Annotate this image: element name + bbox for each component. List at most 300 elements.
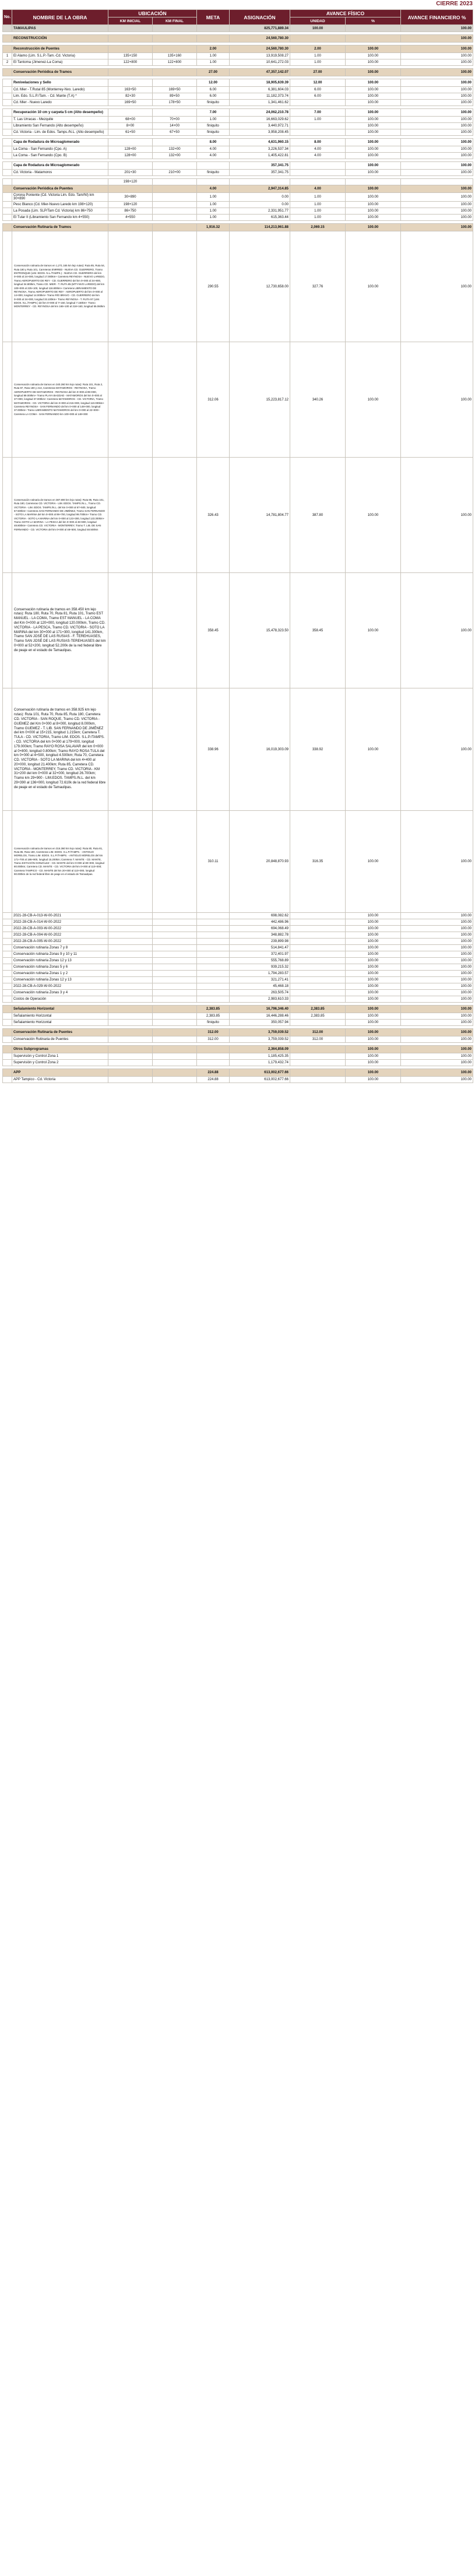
obra-name: Libramiento San Fernando (Alto desempeño) <box>12 123 108 129</box>
pct-value: 100.00 <box>346 87 401 93</box>
financiero-value: 100.00 <box>401 1069 473 1077</box>
pct-value: 100.00 <box>346 162 401 170</box>
pct-value: 100.00 <box>346 977 401 983</box>
meta-value: 7.00 <box>197 109 230 117</box>
table-row <box>3 958 473 964</box>
asignacion-value: 0.00 <box>230 202 290 208</box>
obra-name: La Coma - San Fernando (Cpo. B) <box>12 153 108 159</box>
financiero-value: 100.00 <box>401 964 473 971</box>
table-row <box>3 939 473 945</box>
asignacion-value: 6,381,604.03 <box>230 87 290 93</box>
km-final: 14+00 <box>153 123 197 129</box>
unidad-value: 2.00 <box>290 45 346 53</box>
unidad-value <box>290 162 346 170</box>
pct-value: 100.00 <box>346 964 401 971</box>
unidad-value: 27.00 <box>290 69 346 76</box>
pct-value: 100.00 <box>346 996 401 1003</box>
header-nombre: NOMBRE DE LA OBRA <box>12 10 108 25</box>
km-final: 178+50 <box>153 100 197 106</box>
row-number <box>3 45 12 53</box>
asignacion-value: 16,019,303.09 <box>230 688 290 811</box>
pct-value: 100.00 <box>346 231 401 342</box>
asignacion-value: 613,002,677.66 <box>230 1077 290 1083</box>
table-row <box>3 945 473 951</box>
unidad-value: 7.00 <box>290 109 346 117</box>
obra-name: Capa de Rodadura de Microaglomerado <box>12 162 108 170</box>
row-number <box>3 93 12 100</box>
financiero-value: 100.00 <box>401 458 473 573</box>
km-inicial: 198+120 <box>108 202 153 208</box>
table-row <box>3 87 473 93</box>
row-number <box>3 231 12 342</box>
table-row <box>3 215 473 221</box>
meta-value: 326.43 <box>197 458 230 573</box>
km-inicial <box>108 983 153 990</box>
obra-name: Conservación rutinaria Zonas 1 y 2 <box>12 971 108 977</box>
row-number <box>3 1069 12 1077</box>
table-row <box>3 971 473 977</box>
asignacion-value: 442,486.96 <box>230 919 290 926</box>
km-inicial <box>108 185 153 193</box>
pct-value: 100.00 <box>346 919 401 926</box>
asignacion-value: 825,771,889.34 <box>230 25 290 32</box>
financiero-value: 100.00 <box>401 342 473 458</box>
km-inicial <box>108 951 153 958</box>
km-final <box>153 983 197 990</box>
unidad-value <box>290 1020 346 1026</box>
table-row <box>3 202 473 208</box>
row-number <box>3 1006 12 1013</box>
obra-name: Señalamiento Horizontal <box>12 1013 108 1020</box>
unidad-value <box>290 170 346 176</box>
pct-value: 100.00 <box>346 139 401 146</box>
row-number <box>3 458 12 573</box>
obra-name: TAMAULIPAS <box>12 25 108 32</box>
asignacion-value: 239,899.98 <box>230 939 290 945</box>
row-number <box>3 193 12 202</box>
pct-value: 100.00 <box>346 951 401 958</box>
km-inicial <box>108 932 153 939</box>
obra-name: Conservación Rutinaria de Tramos <box>12 224 108 231</box>
unidad-value <box>290 919 346 926</box>
meta-value: 224.88 <box>197 1069 230 1077</box>
meta-value: 224.88 <box>197 1077 230 1083</box>
km-inicial <box>108 79 153 87</box>
km-final <box>153 919 197 926</box>
asignacion-value: 10,641,272.03 <box>230 59 290 66</box>
km-final <box>153 458 197 573</box>
km-inicial: 128+00 <box>108 146 153 153</box>
asignacion-value: 939,215.32 <box>230 964 290 971</box>
row-number <box>3 573 12 688</box>
table-row <box>3 1006 473 1013</box>
financiero-value: 100.00 <box>401 109 473 117</box>
km-inicial: 8+00 <box>108 123 153 129</box>
asignacion-value: 1,185,425.35 <box>230 1053 290 1060</box>
km-inicial <box>108 69 153 76</box>
meta-value: 8.00 <box>197 139 230 146</box>
obra-name: 2021-28-CB-A-013-W-00-2021 <box>12 913 108 919</box>
km-inicial <box>108 458 153 573</box>
unidad-value: 4.00 <box>290 153 346 159</box>
km-final <box>153 811 197 913</box>
table-row <box>3 45 473 53</box>
meta-value <box>197 971 230 977</box>
financiero-value: 100.00 <box>401 93 473 100</box>
km-final <box>153 69 197 76</box>
meta-value <box>197 945 230 951</box>
obra-name: Conservación rutinaria Zonas 3 y 4 <box>12 990 108 996</box>
km-final: 67+50 <box>153 129 197 136</box>
pct-value: 100.00 <box>346 458 401 573</box>
row-number <box>3 162 12 170</box>
table-row <box>3 811 473 913</box>
asignacion-value: 514,841.47 <box>230 945 290 951</box>
table-row <box>3 208 473 215</box>
obra-name: Cd. Victoria - Lim. de Edos. Tamps./N.L. (Alto desempeño) <box>12 129 108 136</box>
meta-value <box>197 951 230 958</box>
km-final <box>153 231 197 342</box>
unidad-value <box>290 179 346 185</box>
row-number <box>3 202 12 208</box>
km-inicial <box>108 224 153 231</box>
meta-value: 27.00 <box>197 69 230 76</box>
km-inicial <box>108 109 153 117</box>
obra-name: Señalamiento Horizontal <box>12 1020 108 1026</box>
obra-name: Otros Subprogramas <box>12 1046 108 1053</box>
asignacion-value: 11,182,373.74 <box>230 93 290 100</box>
table-row <box>3 951 473 958</box>
km-final <box>153 1020 197 1026</box>
unidad-value: 4.00 <box>290 185 346 193</box>
unidad-value: 1.00 <box>290 208 346 215</box>
pct-value: 100.00 <box>346 1069 401 1077</box>
unidad-value <box>290 1046 346 1053</box>
km-inicial <box>108 25 153 32</box>
table-row <box>3 983 473 990</box>
asignacion-value: 16,663,029.62 <box>230 117 290 123</box>
financiero-value: 100.00 <box>401 932 473 939</box>
financiero-value: 100.00 <box>401 1036 473 1043</box>
km-final <box>153 1006 197 1013</box>
meta-value <box>197 919 230 926</box>
km-final <box>153 996 197 1003</box>
row-number: 2 <box>3 59 12 66</box>
row-number: 1 <box>3 53 12 59</box>
km-final <box>153 1053 197 1060</box>
pct-value <box>346 35 401 43</box>
meta-value: 4.00 <box>197 185 230 193</box>
obra-name: Conservación rutinaria Zonas 12 y 13 <box>12 958 108 964</box>
financiero-value: 100.00 <box>401 193 473 202</box>
financiero-value: 100.00 <box>401 958 473 964</box>
obra-name: Reconstrucción de Puentes <box>12 45 108 53</box>
pct-value: 100.00 <box>346 1060 401 1066</box>
obra-name: Conservación Periódica de Tramos <box>12 69 108 76</box>
header-unidad: UNIDAD <box>290 17 346 25</box>
financiero-value: 100.00 <box>401 153 473 159</box>
unidad-value: 338.92 <box>290 688 346 811</box>
unidad-value <box>290 926 346 932</box>
pct-value: 100.00 <box>346 208 401 215</box>
obra-name: Conservación rutinaria Zonas 7 y 8 <box>12 945 108 951</box>
meta-value: 2.00 <box>197 45 230 53</box>
km-inicial <box>108 958 153 964</box>
meta-value: 1.00 <box>197 202 230 208</box>
row-number <box>3 117 12 123</box>
unidad-value <box>290 958 346 964</box>
unidad-value <box>290 945 346 951</box>
pct-value: 100.00 <box>346 146 401 153</box>
km-inicial <box>108 945 153 951</box>
km-inicial <box>108 1060 153 1066</box>
meta-value <box>197 913 230 919</box>
km-inicial <box>108 1013 153 1020</box>
pct-value: 100.00 <box>346 1036 401 1043</box>
km-final <box>153 913 197 919</box>
row-number <box>3 100 12 106</box>
row-number <box>3 185 12 193</box>
meta-value: 312.06 <box>197 342 230 458</box>
obra-name <box>12 179 108 185</box>
financiero-value: 100.00 <box>401 231 473 342</box>
km-final <box>153 1060 197 1066</box>
table-row <box>3 458 473 573</box>
row-number <box>3 977 12 983</box>
asignacion-value: 16,796,346.40 <box>230 1006 290 1013</box>
unidad-value: 1.00 <box>290 193 346 202</box>
km-final: 70+00 <box>153 117 197 123</box>
obra-name: Conservación rutinaria Zonas 5 y 6 <box>12 964 108 971</box>
table-row <box>3 1060 473 1066</box>
row-number <box>3 224 12 231</box>
km-inicial <box>108 1036 153 1043</box>
meta-value: finiquito <box>197 170 230 176</box>
table-row <box>3 964 473 971</box>
asignacion-value: 698,082.62 <box>230 913 290 919</box>
asignacion-value: 1,341,461.62 <box>230 100 290 106</box>
asignacion-value: 16,446,288.46 <box>230 1013 290 1020</box>
row-number <box>3 208 12 215</box>
km-inicial <box>108 1006 153 1013</box>
table-row <box>3 139 473 146</box>
pct-value <box>346 179 401 185</box>
table-row <box>3 996 473 1003</box>
row-number <box>3 69 12 76</box>
meta-value <box>197 1053 230 1060</box>
km-final <box>153 977 197 983</box>
row-number <box>3 688 12 811</box>
km-inicial: 86+750 <box>108 208 153 215</box>
table-row <box>3 913 473 919</box>
table-row <box>3 100 473 106</box>
km-inicial: 4+550 <box>108 215 153 221</box>
table-row <box>3 1029 473 1036</box>
financiero-value: 100.00 <box>401 146 473 153</box>
table-row <box>3 193 473 202</box>
table-row <box>3 932 473 939</box>
km-inicial <box>108 1046 153 1053</box>
financiero-value: 100.00 <box>401 573 473 688</box>
financiero-value: 100.00 <box>401 45 473 53</box>
table-row <box>3 162 473 170</box>
table-row <box>3 573 473 688</box>
km-final <box>153 1046 197 1053</box>
unidad-value: 312.00 <box>290 1029 346 1036</box>
km-inicial <box>108 35 153 43</box>
row-number <box>3 342 12 458</box>
obras-table <box>2 9 473 1083</box>
asignacion-value: 114,213,961.88 <box>230 224 290 231</box>
km-final: 169+50 <box>153 87 197 93</box>
km-final <box>153 971 197 977</box>
obra-name: RECONSTRUCCIÓN <box>12 35 108 43</box>
asignacion-value: 1,179,432.74 <box>230 1060 290 1066</box>
meta-value <box>197 996 230 1003</box>
header-avance-financiero: AVANCE FINANCIERO % <box>401 10 473 25</box>
km-inicial <box>108 1069 153 1077</box>
table-row <box>3 35 473 43</box>
km-final <box>153 162 197 170</box>
obra-name: APP <box>12 1069 108 1077</box>
obra-name: Conservación Rutinaria de Puentes <box>12 1029 108 1036</box>
unidad-value: 358.45 <box>290 573 346 688</box>
row-number <box>3 123 12 129</box>
obra-name: Lim. Edo. S.L.P./Tam. - Cd. Mante (T.A) * <box>12 93 108 100</box>
financiero-value: 100.00 <box>401 87 473 93</box>
obra-name: Conservación rutinaria de tramos en 358.450 km lejo rutas): Ruta 180, Ruta 70, Ruta 81, Ruta 101, Tramo EST MANUEL - LA COMA, Tramo EST MANUEL - LA COMA del Km 0+000 al 120+000, longitud 120.000km, Tramo CD. VICTORIA - LA PESCA, Tramo CD. VICTORIA - SOTO LA MARINA del km 30+000 al 171+300, longitud 141.300km, Tramo SAN JOSÉ DE LAS RUSIAS - F. TEREHUASES, Tramo SAN JOSÉ DE LAS RUSIAS-TEREHUASES del km 0+000 al 52+200, longitud 52.200k de la red federal libre de peaje en el estado de Tamaulipas. <box>12 573 108 688</box>
row-number <box>3 87 12 93</box>
meta-value: 310.11 <box>197 811 230 913</box>
pct-value: 100.00 <box>346 117 401 123</box>
meta-value: 1.00 <box>197 59 230 66</box>
row-number <box>3 939 12 945</box>
asignacion-value: 24,062,210.78 <box>230 109 290 117</box>
km-inicial: 128+00 <box>108 153 153 159</box>
km-final <box>153 45 197 53</box>
financiero-value: 100.00 <box>401 971 473 977</box>
row-number <box>3 958 12 964</box>
km-final <box>153 185 197 193</box>
row-number <box>3 1060 12 1066</box>
obra-name: Conservación rutinaria de tramos en 387.800 km lejo rutas): Ruta 85, Ruta 101, Ruta 180, Carreteras CD. VICTORIA - LIM. EDOS. TAMPS./N.L., Tramo CD. VICTORIA - LIM. EDOS. TAMPS./N.L. del km 0+000 al 67+500, longitud 67.500km+ Carretera SAN FERNANDO DE JIMÉNEZ, Tramo SAN FERNANDO - SOTO LA MARINA del km 0+000 al 99+700, longitud 99.700km+ Tramo CD. VICTORIA - SOTO LA MARINA del km 0+000 al 123+300, longitud 123.300km+ Tramo SOTO LA MARINA - LA PESCA del km 0+000 al 48+800, longitud 48.800km+ Carretera CD. VICTORIA - MONTERREY, Tramo T. LIB. DE SAN FERNANDO - CD. VICTORIA del km 0+000 al 48+500, longitud 48.500km <box>12 458 108 573</box>
pct-value: 100.00 <box>346 971 401 977</box>
row-number <box>3 139 12 146</box>
obra-name: Cd. Mier - T.Rutal 85 (Monterrey-Nvo. Laredo) <box>12 87 108 93</box>
financiero-value: 100.00 <box>401 185 473 193</box>
km-final <box>153 208 197 215</box>
meta-value: 358.45 <box>197 573 230 688</box>
km-final <box>153 109 197 117</box>
table-row <box>3 123 473 129</box>
table-row <box>3 926 473 932</box>
meta-value: 312.00 <box>197 1029 230 1036</box>
table-row <box>3 688 473 811</box>
obra-name: Conservación rutinaria de tramos en 316.360 km lejo rutas): Ruta 80, Ruta 81, Ruta 85, Ruta 180, Carreteras LIM. EDOS. S.L.P./TAMPS. - ANTIGUO MORELOS, Tramo LIM. EDOS. S.L.P./TAMPS. - ANTIGUO MORELOS del km 171+700 al 186+900, longitud 15.200km; Carretera T. MANTE - CD. MANTE, Tramo ESTACIÓN GONZÁLEZ - CD. MANTE del km 0+000 al 80+000, longitud 80.000km; Carretera CD. MANTE - CD. VICTORIA del km 0+000 al 110+000; Carretera TAMPICO - CD. MANTE del km 20+000 al 110+000, longitud 90.000km de la red federal libre de peaje en el estado de Tamaulipas. <box>12 811 108 913</box>
financiero-value: 100.00 <box>401 59 473 66</box>
km-inicial <box>108 939 153 945</box>
km-final <box>153 939 197 945</box>
unidad-value: 8.00 <box>290 139 346 146</box>
meta-value: 338.96 <box>197 688 230 811</box>
km-final <box>153 945 197 951</box>
obra-name: T. Las Urracas - Mezquite <box>12 117 108 123</box>
financiero-value: 100.00 <box>401 1053 473 1060</box>
unidad-value <box>290 35 346 43</box>
table-row <box>3 93 473 100</box>
financiero-value: 100.00 <box>401 939 473 945</box>
meta-value <box>197 1046 230 1053</box>
asignacion-value: 357,341.75 <box>230 162 290 170</box>
meta-value: finiquito <box>197 100 230 106</box>
row-number <box>3 179 12 185</box>
financiero-value: 100.00 <box>401 919 473 926</box>
table-row <box>3 1036 473 1043</box>
asignacion-value: 263,505.74 <box>230 990 290 996</box>
asignacion-value: 47,357,142.07 <box>230 69 290 76</box>
obra-name: Costos de Operación <box>12 996 108 1003</box>
meta-value: 2,383.85 <box>197 1006 230 1013</box>
table-row <box>3 231 473 342</box>
row-number <box>3 1020 12 1026</box>
financiero-value: 100.00 <box>401 162 473 170</box>
row-number <box>3 926 12 932</box>
financiero-value: 100.00 <box>401 79 473 87</box>
km-inicial: 163+50 <box>108 87 153 93</box>
meta-value: 1.00 <box>197 117 230 123</box>
pct-value: 100.00 <box>346 926 401 932</box>
table-row <box>3 1046 473 1053</box>
km-inicial: 201+30 <box>108 170 153 176</box>
table-row <box>3 977 473 983</box>
asignacion-value: 3,759,039.52 <box>230 1029 290 1036</box>
km-final <box>153 1036 197 1043</box>
km-inicial <box>108 990 153 996</box>
asignacion-value: 3,440,972.71 <box>230 123 290 129</box>
pct-value: 100.00 <box>346 93 401 100</box>
unidad-value: 1.00 <box>290 202 346 208</box>
financiero-value: 100.00 <box>401 1046 473 1053</box>
km-inicial <box>108 1029 153 1036</box>
table-row <box>3 1013 473 1020</box>
table-row <box>3 919 473 926</box>
unidad-value <box>290 971 346 977</box>
km-final <box>153 139 197 146</box>
row-number <box>3 146 12 153</box>
asignacion-value: 2,947,314.85 <box>230 185 290 193</box>
row-number <box>3 964 12 971</box>
row-number <box>3 79 12 87</box>
row-number <box>3 25 12 32</box>
obra-name: Conservación rutinaria de tramos en 1,271.165 km lejo rutas): Ruta 85, Ruta 54, Ruta 180 y Ruta 101, Carreteras ENRRED - NUEVA CD. GUERRERO, Tramo ENTRONQUE (LIM. EDOS. N.L./TAMPS.) - NUEVA CD. GUERRERO del km 0+000 al 24+000, longitud 17.000km+ Carretera REYNOSA - NUEVO LAREDO, Tramo AEROPUERTO DE REY - CD. GUERRERO del km 0+000 al 34+800, longitud 34.800km, Tramo CD. MIER - T. RUTA 85 (MTY-NVO LAREDO) del km 100+000 al 225+100, longitud 118.800km+ Carretera LIBRAMIENTO DE REYNOSA, Tramo AEROPUERTO DE REY - AEROPUERTO del km 0+000 al 14+000, longitud 14.000km+ Tramo RÍO BRAVO - CD. GUERRERO del km 0+000 al 34+000, longitud 33.100km+ Tramo REYNOSA - T. RUTA 97 (LIM. EDOS. N.L./TAMPS.) del km 0+000 al 7+150, longitud 7.150km+ Tramo MONTERREY - CD. REYNOSA del km 165+100 al 218+160, longitud 55.060km <box>12 231 108 342</box>
asignacion-value: 24,560,780.30 <box>230 35 290 43</box>
unidad-value <box>290 1077 346 1083</box>
unidad-value: 12.00 <box>290 79 346 87</box>
meta-value: 1,916.32 <box>197 224 230 231</box>
km-final <box>153 79 197 87</box>
row-number <box>3 932 12 939</box>
row-number <box>3 1053 12 1060</box>
row-number <box>3 153 12 159</box>
pct-value: 100.00 <box>346 53 401 59</box>
table-body <box>3 25 473 1083</box>
unidad-value: 4.00 <box>290 146 346 153</box>
asignacion-value: 2,983,610.33 <box>230 996 290 1003</box>
km-final <box>153 35 197 43</box>
header-km-inicial: KM INICIAL <box>108 17 153 25</box>
unidad-value <box>290 996 346 1003</box>
asignacion-value: 0.00 <box>230 193 290 202</box>
